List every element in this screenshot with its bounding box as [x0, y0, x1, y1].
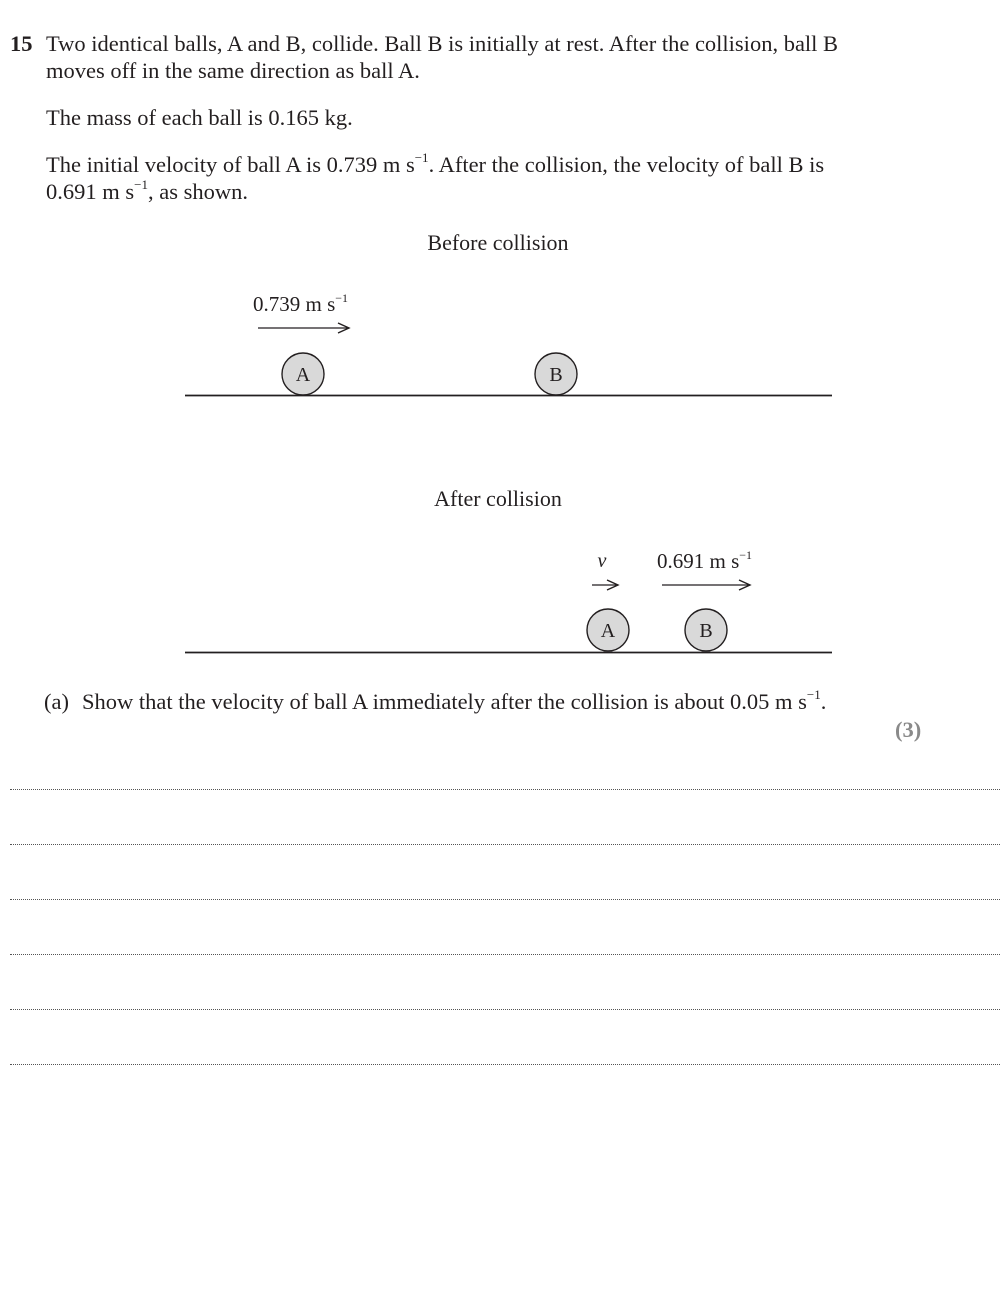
velocity-statement-1-text: The initial velocity of ball A is 0.739 m s [46, 152, 415, 177]
part-a-label: (a) [44, 689, 69, 714]
part-a-exponent: −1 [806, 686, 821, 702]
after-speed-exponent: −1 [739, 548, 753, 562]
before-speed-exponent: −1 [335, 291, 349, 305]
velocity-statement-1-tail: . After the collision, the velocity of ball B is [428, 152, 825, 177]
velocity-statement-2-exponent: −1 [134, 176, 148, 192]
part-a-tail: . [820, 689, 827, 714]
before-ball-a-label: A [295, 364, 311, 386]
answer-line-2[interactable] [10, 844, 1000, 845]
part-a-prompt [82, 688, 826, 715]
question-text-line-2: moves off in the same direction as ball A. [46, 58, 420, 83]
answer-line-1[interactable] [10, 789, 1000, 790]
question-text-line-1: Two identical balls, A and B, collide. Ball B is initially at rest. After the collision, ball B [46, 31, 839, 56]
answer-line-5[interactable] [10, 1009, 1000, 1010]
after-speed-value: 0.691 m s [657, 549, 740, 573]
answer-line-6[interactable] [10, 1064, 1000, 1065]
after-speed-label [657, 548, 752, 573]
marks-indicator: (3) [895, 717, 922, 742]
before-speed-label [253, 291, 348, 316]
velocity-statement-2-tail: , as shown. [147, 179, 248, 204]
answer-line-3[interactable] [10, 899, 1000, 900]
after-collision-title: After collision [434, 486, 562, 511]
after-v-label: v [597, 550, 607, 572]
answer-line-4[interactable] [10, 954, 1000, 955]
part-a-text: Show that the velocity of ball A immediately after the collision is about 0.05 m s [82, 689, 807, 714]
after-ball-b-label: B [699, 620, 713, 642]
after-ball-a-label: A [600, 620, 616, 642]
question-number: 15 [10, 31, 33, 56]
velocity-statement-2-text: 0.691 m s [46, 179, 135, 204]
mass-statement: The mass of each ball is 0.165 kg. [46, 105, 353, 130]
velocity-statement-1-exponent: −1 [414, 149, 429, 165]
before-speed-value: 0.739 m s [253, 292, 336, 316]
before-ball-b-label: B [549, 364, 563, 386]
before-collision-title: Before collision [427, 230, 569, 255]
